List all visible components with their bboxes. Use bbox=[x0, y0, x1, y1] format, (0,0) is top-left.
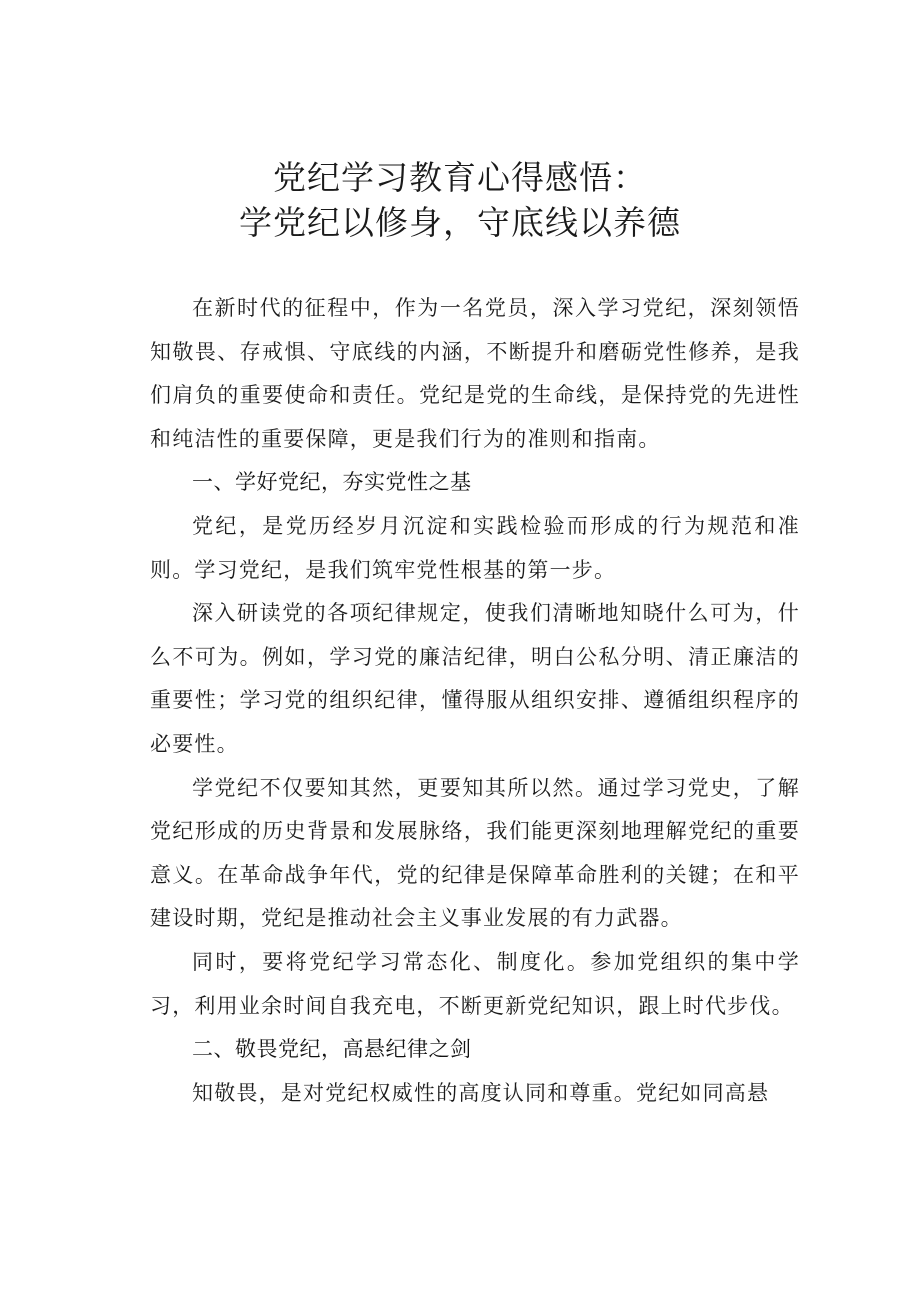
section-2-paragraph-1: 知敬畏，是对党纪权威性的高度认同和尊重。党纪如同高悬 bbox=[192, 1080, 770, 1105]
section-2-heading: 二、敬畏党纪，高悬纪律之剑 bbox=[192, 1037, 472, 1062]
document-body bbox=[150, 287, 800, 1115]
document-title-line-2: 学党纪以修身，守底线以养德 bbox=[239, 203, 681, 242]
document-title-line-1: 党纪学习教育心得感悟： bbox=[273, 158, 647, 197]
section-1-paragraph-4: 同时，要将党纪学习常态化、制度化。参加党组织的集中学习，利用业余时间自我充电，不断更新党纪知识，跟上时代步伐。 bbox=[150, 949, 800, 1018]
section-1-paragraph-2: 深入研读党的各项纪律规定，使我们清晰地知晓什么可为，什么不可为。例如，学习党的廉洁纪律，明白公私分明、清正廉洁的重要性；学习党的组织纪律，懂得服从组织安排、遵循组织程序的必要性。 bbox=[150, 601, 800, 756]
section-1-paragraph-3: 学党纪不仅要知其然，更要知其所以然。通过学习党史，了解党纪形成的历史背景和发展脉络，我们能更深刻地理解党纪的重要意义。在革命战争年代，党的纪律是保障革命胜利的关键；在和平建设时期，党纪是推动社会主义事业发展的有力武器。 bbox=[150, 775, 800, 931]
section-1-heading: 一、学好党纪，夯实党性之基 bbox=[192, 470, 472, 495]
intro-paragraph: 在新时代的征程中，作为一名党员，深入学习党纪，深刻领悟知敬畏、存戒惧、守底线的内涵，不断提升和磨砺党性修养，是我们肩负的重要使命和责任。党纪是党的生命线，是保持党的先进性和纯洁性的重要保障，更是我们行为的准则和指南。 bbox=[150, 296, 800, 451]
section-1-paragraph-1: 党纪，是党历经岁月沉淀和实践检验而形成的行为规范和准则。学习党纪，是我们筑牢党性根基的第一步。 bbox=[150, 513, 800, 582]
